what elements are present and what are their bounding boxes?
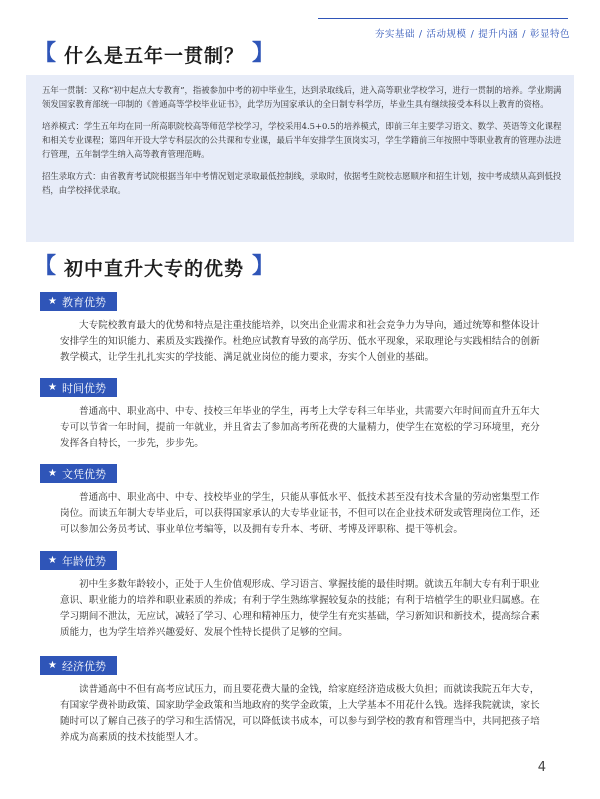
advantage-text-time: 普通高中、职业高中、中专、技校三年毕业的学生，再考上大学专科三年毕业，共需要六年时间而直升五年大专可以节省一年时间，提前一年就业，并且省去了参加高考所花费的大量精力，使学生在宽松的学习环境里，充分发挥各自特长，一步先，步步先。 bbox=[60, 406, 540, 449]
tagline-separator: / bbox=[418, 29, 423, 40]
section-title-text: 什么是五年一贯制？ bbox=[64, 44, 245, 67]
advantage-badge-economy bbox=[40, 656, 117, 675]
tagline-item: 提升内涵 bbox=[478, 29, 519, 40]
advantage-text-diploma: 普通高中、职业高中、中专、技校毕业的学生，只能从事低水平、低技术甚至没有技术含量的劳动密集型工作岗位。而读五年制大专毕业后，可以获得国家承认的大专毕业证书，不但可以在企业技术研发或管理岗位工作，还可以参加公务员考试、事业单位考编等，以及拥有专升本、考研、考博及评职称、提干等机会。 bbox=[60, 492, 540, 535]
left-bracket-icon: 【 bbox=[34, 254, 57, 279]
header-rule bbox=[318, 18, 568, 19]
right-bracket-icon: 】 bbox=[252, 41, 275, 66]
section-title-what-is bbox=[34, 41, 274, 67]
intro-paragraph: 招生录取方式：由省教育考试院根据当年中考情况划定录取最低控制线，录取时，依据考生院校志愿顺序和招生计划，按中考成绩从高到低投档，由学校择优录取。 bbox=[42, 171, 562, 195]
intro-paragraph: 五年一贯制：又称“初中起点大专教育”，指被参加中考的初中毕业生，达到录取线后，进入高等职业学校学习，进行一贯制的培养。学业期满领发国家教育部统一印制的《普通高等学校毕业证书》，此学历为国家承认的全日制专科学历，毕业生具有继续接受本科以上教育的资格。 bbox=[42, 85, 562, 109]
left-bracket-icon: 【 bbox=[34, 41, 57, 66]
advantage-text-education: 大专院校教育最大的优势和特点是注重技能培养，以突出企业需求和社会竞争力为导向，通过统筹和整体设计安排学生的知识能力、素质及实践操作。杜绝应试教育导致的高学历、低水平现象，采取理论与实践相结合的创新教学模式，让学生扎扎实实的学技能、满足就业岗位的能力要求，夯实个人创业的基础。 bbox=[60, 320, 540, 363]
section-title-text: 初中直升大专的优势 bbox=[64, 257, 245, 280]
star-icon: ★ bbox=[48, 555, 57, 566]
advantage-badge-time bbox=[40, 378, 117, 397]
tagline-item: 活动规模 bbox=[426, 29, 467, 40]
advantage-badge-diploma bbox=[40, 464, 117, 483]
tagline-item: 彰显特色 bbox=[529, 29, 570, 40]
advantage-text-age: 初中生多数年龄较小，正处于人生价值观形成、学习语言、掌握技能的最佳时期。就读五年制大专有利于职业意识、职业能力的培养和职业素质的养成；有利于学生熟练掌握较复杂的技能；有利于培植学生的职业归属感。在学习期间不泄汰，无应试，减轻了学习、心理和精神压力，使学生有充实基础，学习新知识和新技术，提高综合素质能力，也为学生培养兴趣爱好、发展个性特长提供了足够的空间。 bbox=[60, 579, 540, 638]
page-number: 4 bbox=[537, 760, 546, 775]
tagline-item: 夯实基础 bbox=[374, 29, 415, 40]
star-icon: ★ bbox=[48, 468, 57, 479]
advantage-badge-age bbox=[40, 551, 117, 570]
advantage-label: 时间优势 bbox=[61, 381, 106, 395]
section-title-advantages bbox=[34, 254, 274, 280]
advantage-text-economy: 读普通高中不但有高考应试压力，而且要花费大量的金钱，给家庭经济造成极大负担；而就读我院五年大专，有国家学费补助政策、国家助学金政策和当地政府的奖学金政策，上大学基本不用花什么钱。选择我院就读，家长随时可以了解自己孩子的学习和生活情况，可以降低读书成本，可以参与到学校的教育和管理当中，共同把孩子培养成为高素质的技术技能型人才。 bbox=[60, 684, 540, 743]
star-icon: ★ bbox=[48, 660, 57, 671]
advantage-label: 教育优势 bbox=[61, 295, 106, 309]
advantage-label: 经济优势 bbox=[61, 659, 106, 673]
intro-paragraph: 培养模式：学生五年均在同一所高职院校高等师范学校学习，学校采用4.5+0.5的培养模式，即前三年主要学习语文、数学、英语等文化课程和相关专业课程；第四年开设大学专科层次的公共课和专业课，最后半年安排学生顶岗实习，学生学籍前三年按照中等职业教育的管理办法进行管理，五年制学生纳入高等教育管理范畴。 bbox=[42, 121, 562, 159]
advantage-label: 文凭优势 bbox=[61, 467, 106, 481]
advantage-badge-education bbox=[40, 292, 117, 311]
tagline-separator: / bbox=[470, 29, 475, 40]
star-icon: ★ bbox=[48, 296, 57, 307]
intro-box bbox=[26, 75, 574, 242]
right-bracket-icon: 】 bbox=[252, 254, 275, 279]
tagline-separator: / bbox=[522, 29, 526, 40]
header-tagline bbox=[375, 26, 570, 40]
advantage-label: 年龄优势 bbox=[61, 554, 106, 568]
star-icon: ★ bbox=[48, 382, 57, 393]
